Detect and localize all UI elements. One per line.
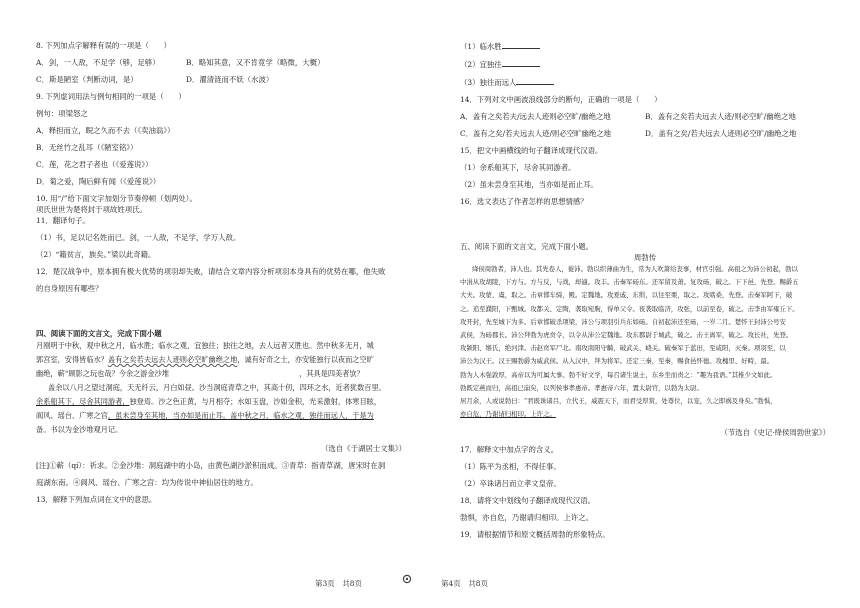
q8-option-c: C．斯是陋室（判断动词，是）: [36, 75, 138, 84]
s4-p2-line4: 备。书以为金沙堆观月记。: [36, 425, 123, 434]
page-number-left: 第3页 共8页: [315, 579, 363, 588]
s4-source: （选自《于湖居士文集》）: [321, 444, 406, 453]
s5-line-3: 大夫。攻蒙、虞，取之。击章邯车骑，殿。定魏地。攻爰戚、东缗，以往至栗，取之。攻啮桑，先登。击秦军阿下，破: [460, 291, 793, 300]
section4-passage: [36, 339, 406, 437]
section5-heading: 周勃传: [633, 253, 657, 262]
q17-item-2: （2）卒诛诸吕而立孝文皇帝。: [460, 479, 561, 489]
q11-stem: 11．翻译句子。: [36, 216, 90, 225]
section5-title: 五、阅读下面的文言文，完成下面小题。: [460, 242, 594, 251]
s5-source: （节选自《史记·绛侯周勃世家》）: [720, 428, 830, 438]
s5-line-6: 武侯，为砀郡长。沛公拜勃为虎贲令，以令从沛公定魏地。攻东郡尉于城武，破之。击王离军，破之。攻长社，先登。: [460, 331, 793, 340]
q12-line-1: 12．楚汉战争中，原本拥有极大优势的项羽却失败，请结合文章内容分析项羽本身具有的优势在哪，他失败: [36, 267, 386, 276]
q13-stem: 13．解释下列加点词在文中的意思。: [36, 495, 157, 504]
s4-note-1: [注]①蕲（qí）：祈求。②金沙堆：洞庭湖中的小岛，由黄色湖沙淤积而成。③青草：指青草湖，唐宋时在洞: [36, 461, 386, 470]
q9-option-d: D．菊之爱，陶后鲜有闻（《爱莲说》）: [36, 177, 161, 186]
page-number-right: 第4页 共8页: [441, 579, 489, 588]
q9-example: 例句：项梁怒之: [36, 109, 88, 118]
s4-p1-line3: 幽绝，蕲“顾影之玩也哉？今余之游金沙堆 ，其具是四美者欤？: [36, 369, 364, 378]
binding-circle-icon: [402, 574, 412, 584]
q18-sentence: 勃惧，亦自危，乃谢请归相印。上许之。: [460, 513, 594, 523]
s4-p1-line2: 郭宫室，安得皆临水？盖有之矣若夫远去人迹则必空旷幽绝之地，诚有好奇之士，亦安能独行以夜而之空旷: [36, 355, 374, 364]
left-page: [36, 40, 406, 505]
q8-option-d: D．濯清涟而不妖（水波）: [186, 75, 274, 84]
q15-stem: 15．把文中画横线的句子翻译成现代汉语。: [460, 146, 603, 155]
q13-item-1: （1）临水胜: [460, 40, 830, 52]
s4-p2-line1: 盖余以八月之望过洞庭，天无纤云，月白如昼。沙当洞庭青草之中，其高十仞，四环之水，近者犹数百里。: [48, 383, 386, 392]
section4-title: 四、阅读下面的文言文，完成下面小题: [36, 329, 162, 338]
q14-option-c: C．盖有之矣/若夫远去人迹/则必空旷幽绝之地: [460, 129, 612, 138]
s5-line-10: 勃既定燕而归，高祖已崩矣，以列侯事孝惠帝。孝惠帝六年，置太尉官，以勃为太尉。: [460, 383, 703, 392]
q9-stem: 9. 下列虚词用法与例句相同的一项是（ ）: [36, 92, 186, 101]
s4-p2-line3: 阆风、瑶台、广寒之宫，虽未尝身至其地，当亦如是而止耳。盖中秋之月，临水之观，独往而远人，于是为: [36, 411, 374, 420]
answer-blank: [502, 40, 540, 49]
q15-item-2: （2）虽未尝身至其地，当亦如是而止耳。: [460, 180, 598, 189]
s4-p1-line1: 月刚明于中秋，观中秋之月，临水胜；临水之观，宜独往；独往之地，去人远者又胜也。然中秋多无月，城: [36, 341, 374, 350]
s4-note-2: 庭湖东南。④阆风、瑶台、广寒之宫：均为传说中神仙居住的地方。: [36, 478, 258, 487]
s5-line-8: 沛公为汉王。汉王赐勃爵为威武侯。从入汉中，拜为将军。还定三秦，至秦，赐食邑怀德。攻槐里、好畤，最。: [460, 357, 774, 366]
s5-line-2: 中涓从攻胡陵，下方与。方与反，与战，却適。攻丰。击秦军砀东。还军留及萧。复攻砀，破之。下下邑，先登。赐爵五: [460, 278, 799, 287]
q17-stem: 17．解释文中加点字的含义。: [460, 445, 559, 455]
q8-option-b: B．略知其意，又不肯竟学（略微，大概）: [186, 58, 325, 67]
q8-options-row1: [36, 57, 406, 68]
q14-option-a: A．盖有之矣若夫/远去人迹则必空旷/幽绝之地: [460, 112, 611, 121]
q14-option-b: B．盖有之矣若夫远去人迹/则必空旷/幽绝之地: [645, 112, 796, 121]
q15-item-1: （1）余系船其下，尽舍其同游者。: [460, 163, 576, 172]
q16-stem: 16．选文表达了作者怎样的思想情感？: [460, 197, 588, 206]
s5-line-1: 绛侯周勃者，沛人也。其先卷人，徙沛。勃以织薄曲为生，常为人吹箫给丧事，材官引强。高祖之为沛公初起，勃以: [472, 265, 798, 273]
section5-passage: [460, 263, 830, 421]
q18-stem: 18．请将文中划线句子翻译成现代汉语。: [460, 496, 596, 506]
q14-option-d: D．盖有之矣/若夫远去人迹则必空旷/幽绝之地: [645, 129, 797, 138]
q9-option-a: A．释担而立，睨之久而不去（《卖油翁》）: [36, 126, 175, 135]
q11-item-1: （1）书，足以记名姓而已。剑，一人敌，不足学，学万人敌。: [36, 233, 241, 242]
s5-line-7: 攻颍阳、缑氏，绝河津。击赵贲军尸北。南攻南阳守齮，破武关、峣关。破秦军于蓝田，至咸阳，灭秦。项羽至，以: [460, 344, 786, 353]
q8-options-row2: [36, 74, 406, 85]
q9-option-c: C．莲，花之君子者也（《爱莲说》）: [36, 160, 153, 169]
q8-stem: 8. 下列加点字解释有误的一项是（ ）: [36, 41, 172, 50]
q13-item-3: （3）独往而远人: [460, 76, 830, 88]
s5-line-12: 亦自危，乃谢请归相印。上许之。: [460, 410, 556, 419]
q9-option-b: B．无丝竹之乱耳（《陋室铭》）: [36, 143, 138, 152]
s5-line-11: 居月余，人或说勃曰：“君既诛诸吕，立代王，威震天下，而君受厚赏，处尊位，以宠，久之即祸及身矣。”勃惧，: [460, 397, 777, 406]
right-page: [460, 40, 830, 540]
q11-item-2: （2）“籍贫言，族矣。”梁以此奇籍。: [36, 250, 156, 259]
q14-options-row1: [460, 111, 830, 122]
q10-text: 项氏世世为楚将封于项故姓项氏。: [36, 205, 147, 214]
q13-item-2: （2）宜独往: [460, 58, 830, 70]
answer-blank: [516, 76, 554, 85]
s5-line-9: 勃为人木强敦厚，高帝以为可属大事。勃不好文学，每召诸生说士，东乡坐而责之：“趣为我语。”其椎少文如此。: [460, 370, 777, 379]
q10-stem: 10. 用“/”给下面文字加划分节奏停顿（划两处）。: [36, 194, 197, 203]
answer-blank: [502, 58, 540, 67]
q19-stem: 19．请根据情节和原文概括周勃的形象特点。: [460, 530, 610, 540]
q14-options-row2: [460, 128, 830, 139]
s4-p2-line2: 余系船其下，尽舍其同游者，独登焉。沙之色正黄，与月相夺；水如玉盘，沙如金积，光采激射，体寒目眩，: [36, 397, 382, 406]
s5-line-5: 攻开封，先至城下为多。后章邯破杀项梁，沛公与项羽引兵东如砀。自初起沛还至砀，一岁二月。楚怀王封沛公号安: [460, 317, 786, 326]
q8-option-a: A．剑，一人敌，不足学（够，足够）: [36, 58, 160, 67]
q12-line-2: 的自身原因有哪些？: [36, 284, 103, 293]
s5-line-4: 之。追至濮阳，下甄城。攻都关、定陶，袭取宛朐，得单父令。夜袭取临济，攻张，以前至卷，破之。击李由军雍丘下。: [460, 304, 799, 313]
q17-item-1: （1）陈平为丞相，不得任事。: [460, 462, 561, 472]
q14-stem: 14．下列对文中画波浪线部分的断句，正确的一项是（ ）: [460, 95, 662, 104]
